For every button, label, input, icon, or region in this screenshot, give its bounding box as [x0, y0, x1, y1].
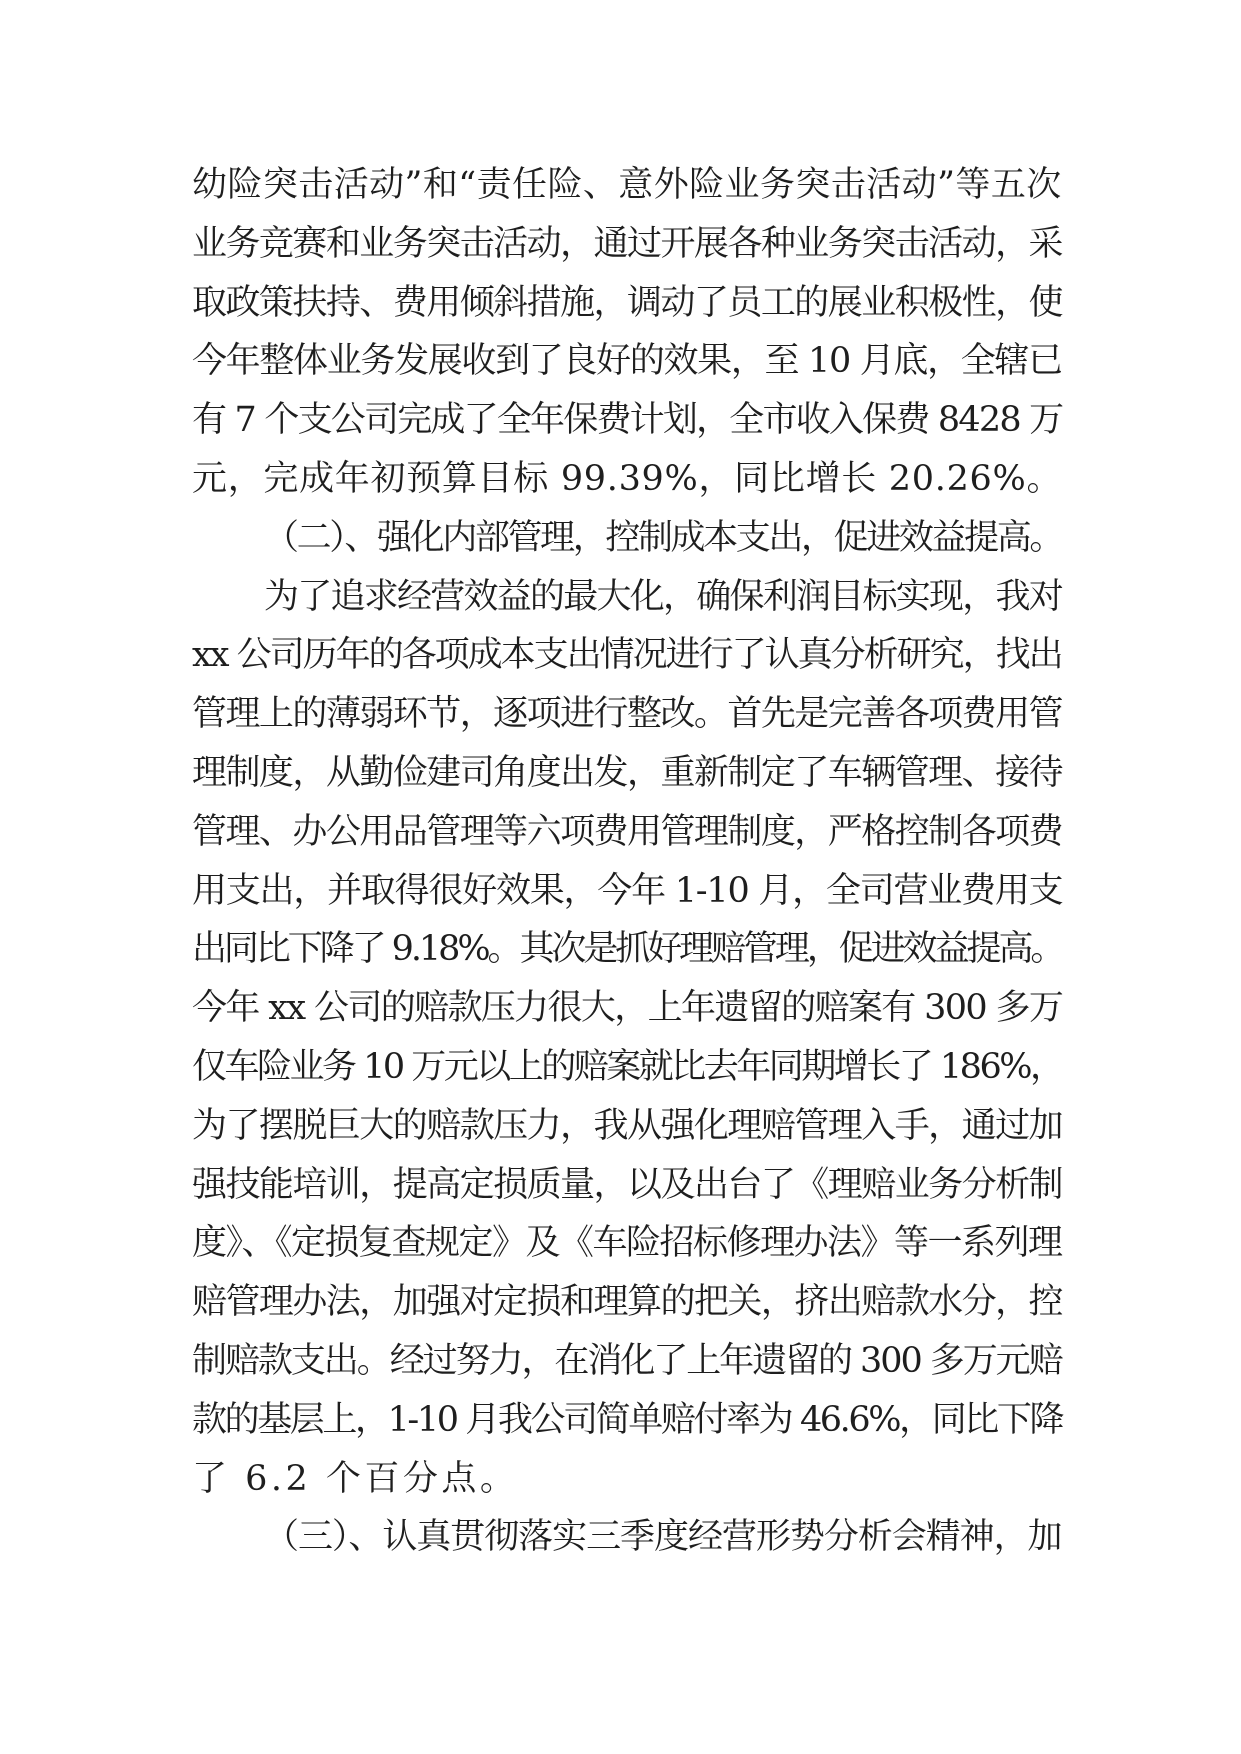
text-line: 有 7 个支公司完成了全年保费计划，全市收入保费 8428 万 [192, 400, 1063, 441]
text-line: 了 6.2 个百分点。 [192, 1458, 519, 1499]
text-line: 取政策扶持、费用倾斜措施，调动了员工的展业积极性，使 [192, 282, 1063, 323]
body-text [192, 156, 1062, 1567]
text-line: 赔管理办法，加强对定损和理算的把关，挤出赔款水分，控 [192, 1282, 1063, 1323]
text-line: 业务竞赛和业务突击活动，通过开展各种业务突击活动，采 [192, 223, 1063, 264]
text-line: 用支出，并取得很好效果，今年 1-10 月，全司营业费用支 [192, 870, 1063, 911]
text-line: 理制度，从勤俭建司角度出发，重新制定了车辆管理、接待 [192, 752, 1063, 793]
text-line: xx 公司历年的各项成本支出情况进行了认真分析研究，找出 [192, 635, 1062, 676]
text-line: 出同比下降了 9.18%。其次是抓好理赔管理，促进效益提高。 [192, 929, 1063, 970]
text-line: 仅车险业务 10 万元以上的赔案就比去年同期增长了 186%， [192, 1046, 1063, 1087]
text-line: 元，完成年初预算目标 99.39%，同比增长 20.26%。 [192, 458, 1063, 499]
text-line: 强技能培训，提高定损质量，以及出台了《理赔业务分析制 [192, 1164, 1063, 1205]
section-heading-2: （二）、强化内部管理，控制成本支出，促进效益提高。 [264, 517, 1063, 558]
text-line: 幼险突击活动”和“责任险、意外险业务突击活动”等五次 [192, 165, 1062, 205]
text-line: 款的基层上，1-10 月我公司简单赔付率为 46.6%，同比下降 [192, 1399, 1063, 1440]
text-line: 今年 xx 公司的赔款压力很大，上年遗留的赔案有 300 多万 [192, 988, 1063, 1029]
section-heading-3: （三）、认真贯彻落实三季度经营形势分析会精神，加 [264, 1517, 1062, 1558]
paragraph-start: 为了追求经营效益的最大化，确保利润目标实现，我对 [264, 576, 1063, 617]
text-line: 制赔款支出。经过努力，在消化了上年遗留的 300 多万元赔 [192, 1340, 1062, 1381]
text-line: 度》、《定损复查规定》及《车险招标修理办法》等一系列理 [192, 1223, 1062, 1264]
text-line: 管理上的薄弱环节，逐项进行整改。首先是完善各项费用管 [192, 694, 1063, 735]
text-line: 今年整体业务发展收到了良好的效果，至 10 月底，全辖已 [192, 341, 1062, 382]
text-line: 为了摆脱巨大的赔款压力，我从强化理赔管理入手，通过加 [192, 1105, 1063, 1146]
text-line: 管理、办公用品管理等六项费用管理制度，严格控制各项费 [192, 811, 1063, 852]
